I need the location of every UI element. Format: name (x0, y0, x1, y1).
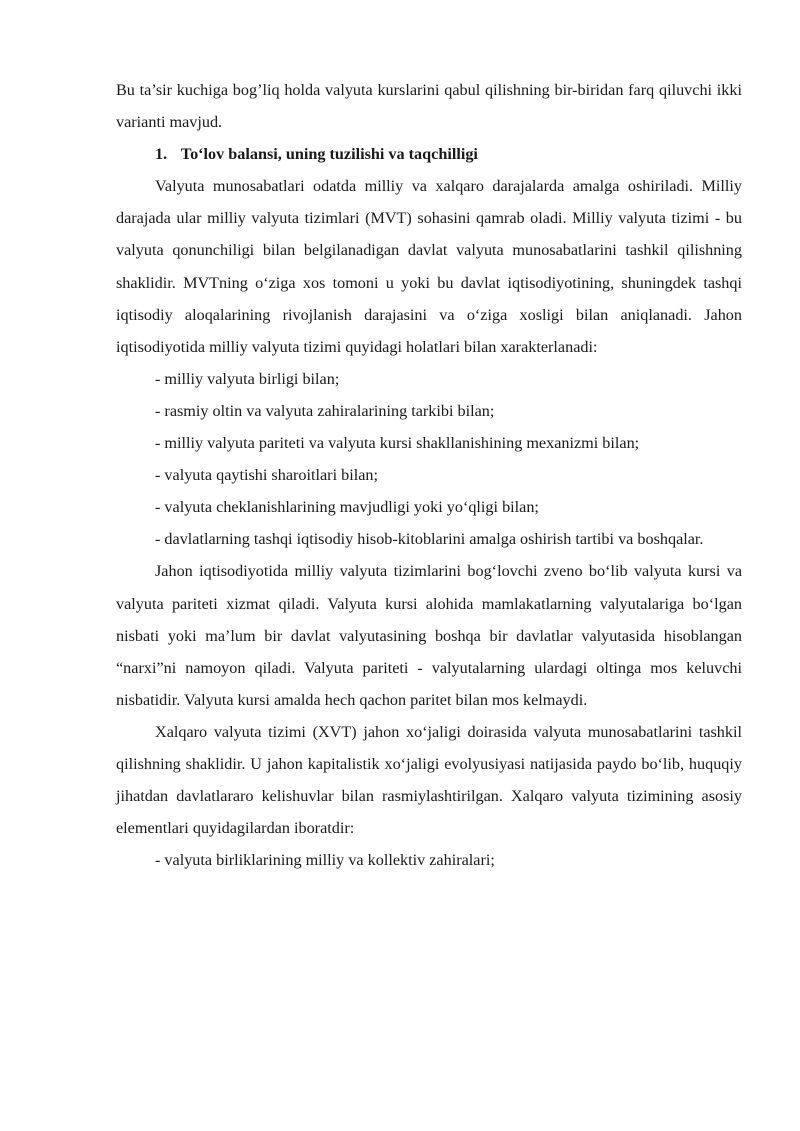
list-item: - valyuta birliklarining milliy va kollektiv zahiralari; (155, 851, 495, 870)
list-item: - rasmiy oltin va valyuta zahiralarining tarkibi bilan; (155, 401, 495, 420)
section-number: 1. (155, 145, 168, 164)
paragraph-exchange-rate: Jahon iqtisodiyotida milliy valyuta tizimlarini bog‘lovchi zveno bo‘lib valyuta kursi va valyuta pariteti xizmat qiladi. Valyuta kursi alohida mamlakatlarning valyutalariga bo‘lgan nisbati yoki ma’lum bir davlat valyutasining boshqa bir davlatlar valyutasida hisoblangan “narxi”ni namoyon qiladi. Valyuta pariteti - valyutalarning ulardagi oltinga mos keluvchi nisbatidir. Valyuta kursi amalda hech qachon paritet bilan mos kelmaydi. (116, 562, 742, 709)
list-item: - valyuta cheklanishlarining mavjudligi yoki yo‘qligi bilan; (155, 498, 539, 517)
section-heading (116, 138, 742, 170)
paragraph-national-currency-system: Valyuta munosabatlari odatda milliy va xalqaro darajalarda amalga oshiriladi. Milliy darajada ular milliy valyuta tizimlari (MVT) sohasini qamrab oladi. Milliy valyuta tizimi - bu valyuta qonunchiligi bilan belgilanadigan davlat valyuta munosabatlarini tashkil qilishning shaklidir. MVTning o‘ziga xos tomoni u yoki bu davlat iqtisodiyotining, shuningdek tashqi iqtisodiy aloqalarining rivojlanish darajasini va o‘ziga xosligi bilan aniqlanadi. Jahon iqtisodiyotida milliy valyuta tizimi quyidagi holatlari bilan xarakterlanadi: (116, 177, 742, 356)
list-item: - davlatlarning tashqi iqtisodiy hisob-kitoblarini amalga oshirish tartibi va boshqalar. (155, 530, 704, 549)
list-item: - milliy valyuta birligi bilan; (155, 369, 340, 388)
list-item: - valyuta qaytishi sharoitlari bilan; (155, 466, 378, 485)
section-title: To‘lov balansi, uning tuzilishi va taqchilligi (180, 145, 478, 164)
document-page (116, 74, 742, 876)
intro-paragraph: Bu ta’sir kuchiga bog’liq holda valyuta kurslarini qabul qilishning bir-biridan farq qiluvchi ikki varianti mavjud. (116, 81, 742, 132)
list-item: - milliy valyuta pariteti va valyuta kursi shakllanishining mexanizmi bilan; (155, 434, 640, 453)
paragraph-international-currency-system: Xalqaro valyuta tizimi (XVT) jahon xo‘jaligi doirasida valyuta munosabatlarini tashkil qilishning shaklidir. U jahon kapitalistik xo‘jaligi evolyusiyasi natijasida paydo bo‘lib, huquqiy jihatdan davlatlararo kelishuvlar bilan rasmiylashtirilgan. Xalqaro valyuta tizimining asosiy elementlari quyidagilardan iboratdir: (116, 722, 742, 838)
